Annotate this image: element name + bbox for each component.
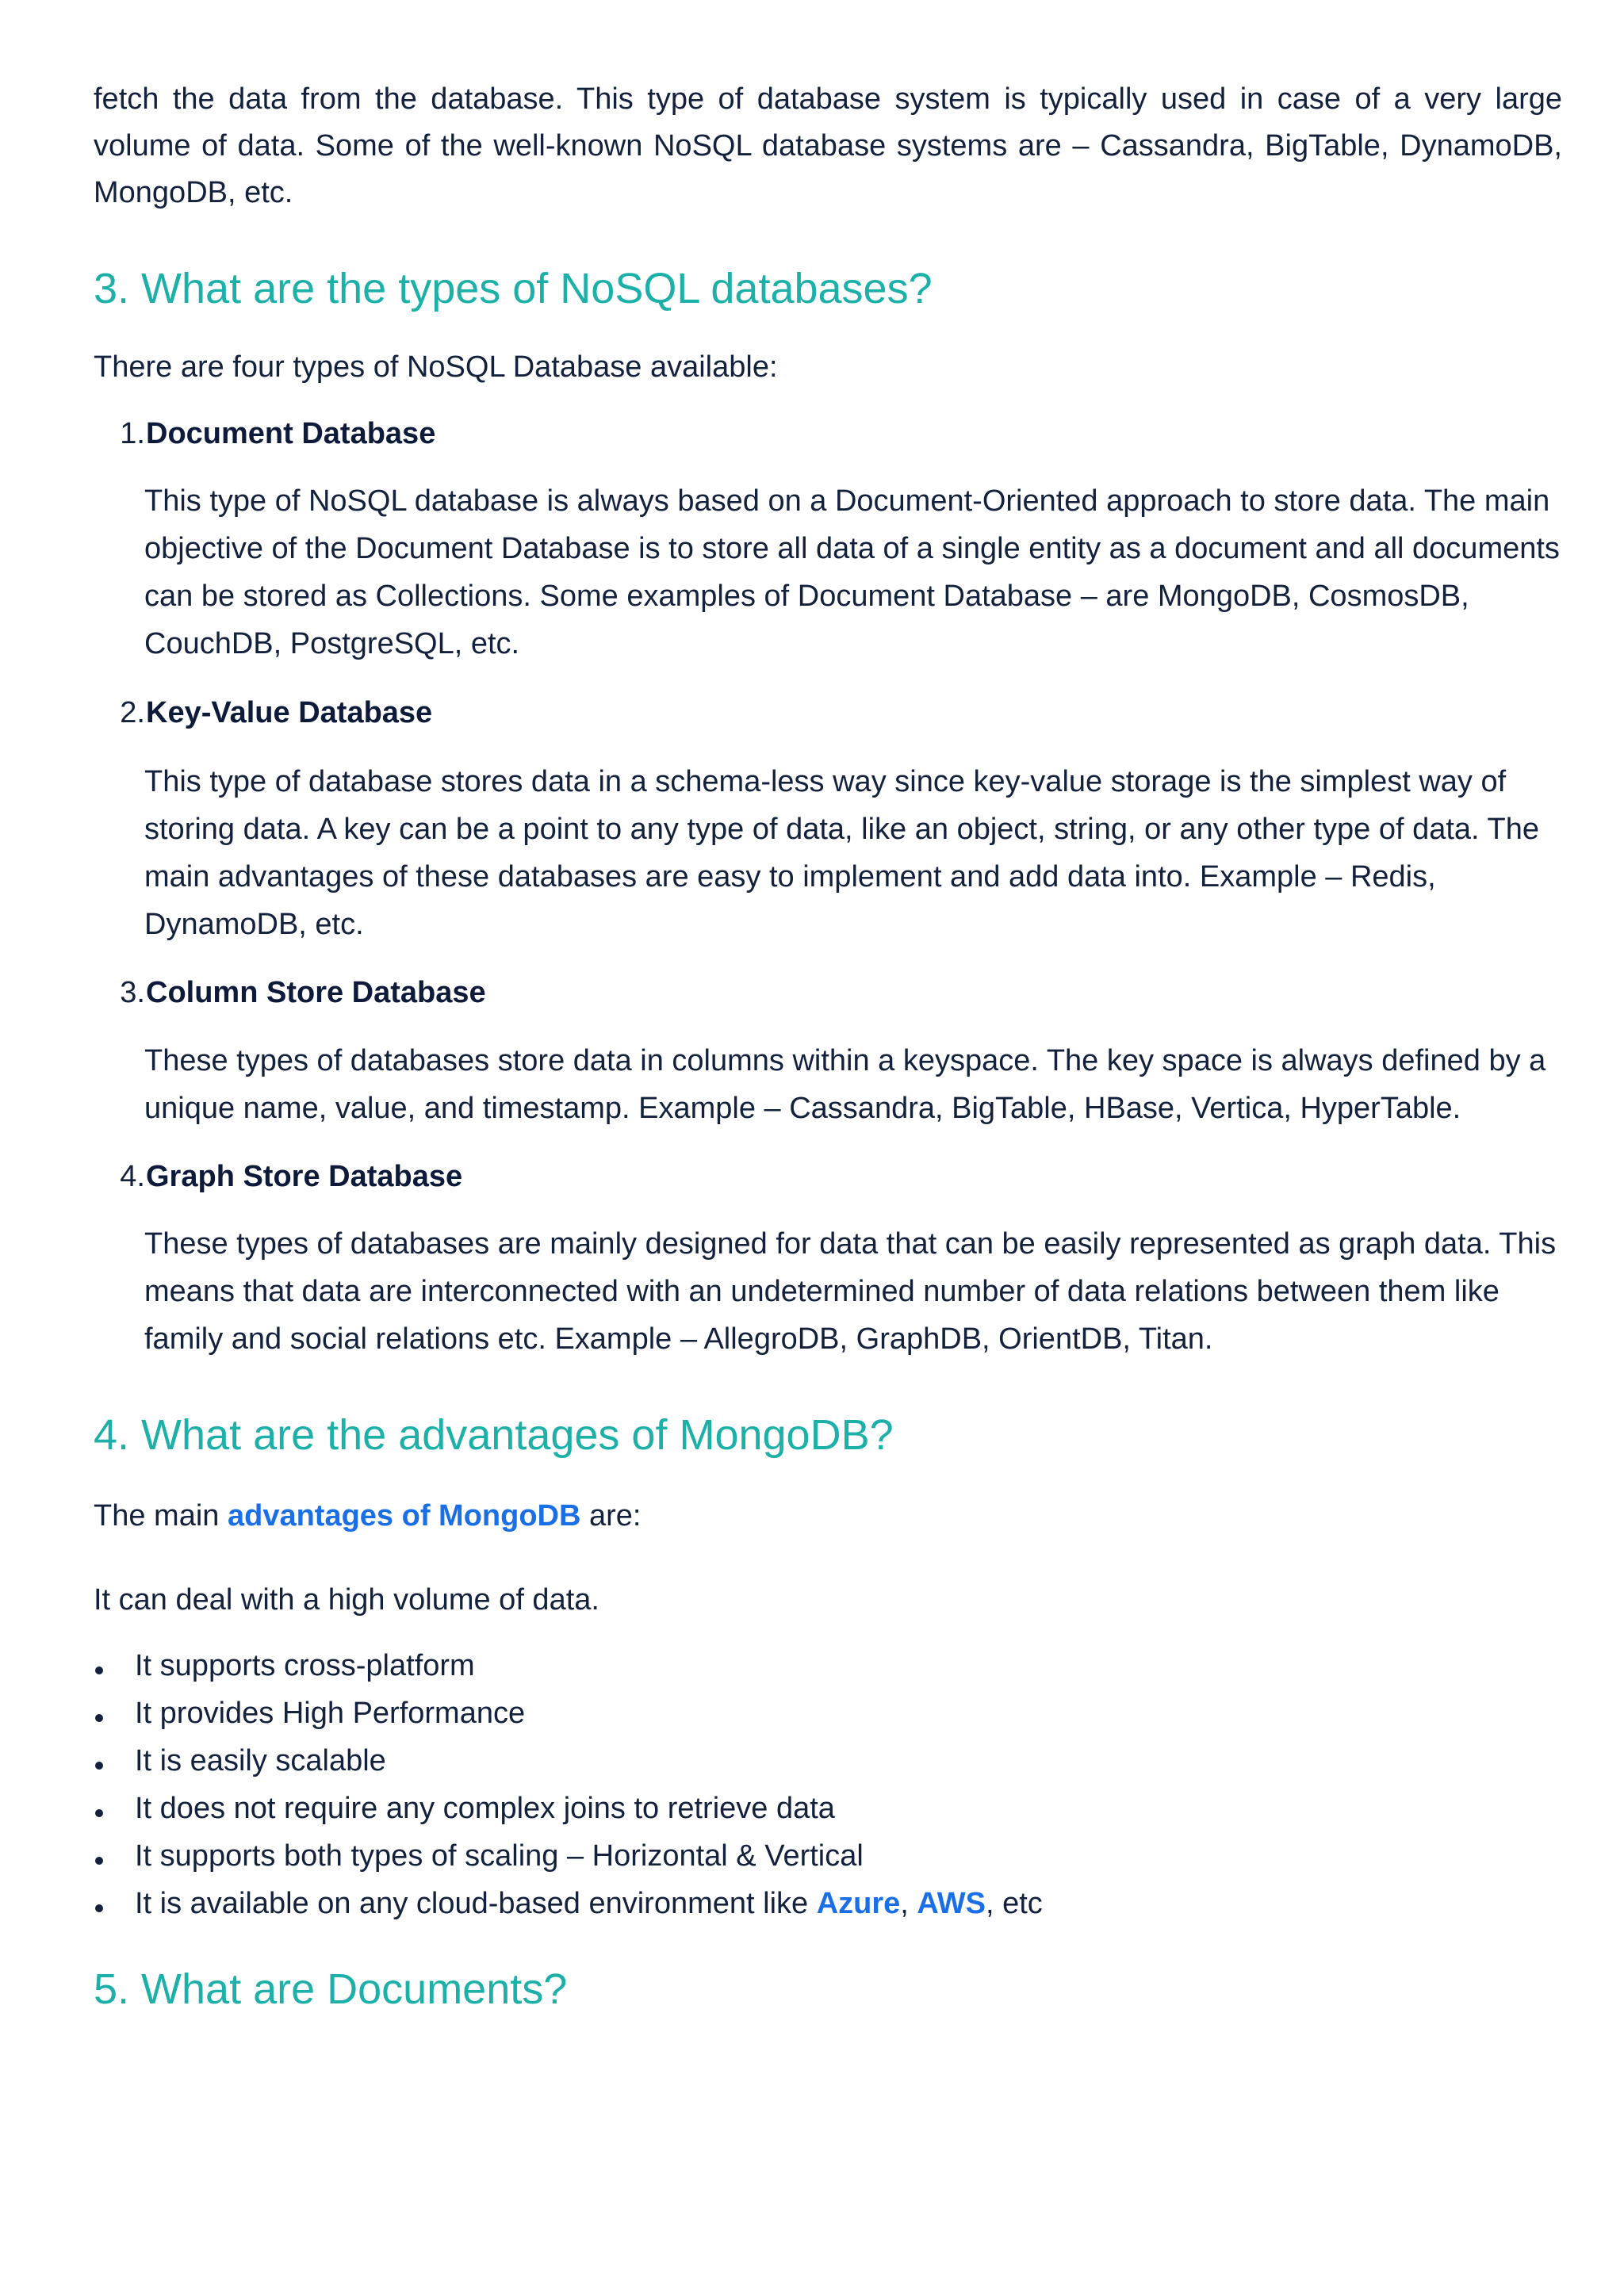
- cloud-prefix: It is available on any cloud-based environment like: [135, 1887, 817, 1920]
- list-item: [94, 1880, 1562, 1927]
- q4-lead-suffix: are:: [580, 1499, 642, 1533]
- bullet-icon: [95, 1904, 103, 1912]
- type-description: These types of databases are mainly designed for data that can be easily represented as graph data. This means that data are interconnected with an undetermined number of data relations between them like family and social relations etc. Example – AllegroDB, GraphDB, OrientDB, Titan.: [144, 1227, 1557, 1356]
- list-item: [94, 1785, 1562, 1832]
- type-name: Key-Value Database: [146, 696, 433, 729]
- cloud-separator: ,: [900, 1887, 917, 1920]
- bullet-icon: [95, 1857, 103, 1865]
- q4-heading: 4. What are the advantages of MongoDB?: [94, 1411, 894, 1459]
- q3-heading: 3. What are the types of NoSQL databases?: [94, 265, 933, 312]
- bullet-icon: [95, 1714, 103, 1722]
- document-page: [94, 76, 1562, 2015]
- type-title: [94, 411, 1562, 457]
- type-description: This type of NoSQL database is always based on a Document-Oriented approach to store data. The main objective of the Document Database is to store all data of a single entity as a document and all documents can be stored as Collections. Some examples of Document Database – are MongoDB, CosmosDB, CouchDB, PostgreSQL, etc.: [144, 484, 1560, 660]
- list-item-text: It provides High Performance: [135, 1697, 526, 1730]
- bullet-icon: [95, 1762, 103, 1770]
- list-item-text: It is easily scalable: [135, 1744, 386, 1777]
- type-title: [94, 690, 1562, 737]
- aws-link[interactable]: AWS: [917, 1887, 986, 1920]
- type-item-key-value: [94, 690, 1562, 948]
- q3-lead: There are four types of NoSQL Database available:: [94, 350, 778, 384]
- type-item-document: [94, 411, 1562, 668]
- type-name: Column Store Database: [146, 976, 486, 1009]
- type-number: 1.: [120, 417, 145, 450]
- list-item: [94, 1642, 1562, 1689]
- type-title: [94, 1154, 1562, 1200]
- q4-lead-prefix: The main: [94, 1499, 228, 1533]
- list-item-text: [135, 1880, 1043, 1927]
- type-title: [94, 970, 1562, 1016]
- list-item-text: It supports cross-platform: [135, 1649, 475, 1682]
- advantages-list: [94, 1642, 1562, 1927]
- nosql-types-list: [94, 411, 1562, 1363]
- azure-link[interactable]: Azure: [816, 1887, 901, 1920]
- list-item-text: It supports both types of scaling – Horizontal & Vertical: [135, 1839, 864, 1873]
- type-name: Graph Store Database: [146, 1160, 463, 1193]
- type-item-column-store: [94, 970, 1562, 1132]
- advantages-of-mongodb-link[interactable]: advantages of MongoDB: [227, 1499, 581, 1533]
- bullet-icon: [95, 1809, 103, 1817]
- type-number: 2.: [120, 696, 145, 729]
- q4-lead: [94, 1493, 1562, 1540]
- type-number: 3.: [120, 976, 145, 1009]
- type-description: This type of database stores data in a schema-less way since key-value storage is the simplest way of storing data. A key can be a point to any type of data, like an object, string, or any other type of data. The main advantages of these databases are easy to implement and add data into. Example – Redis, DynamoDB, etc.: [144, 765, 1539, 941]
- list-item: [94, 1832, 1562, 1880]
- intro-paragraph: fetch the data from the database. This type of database system is typically used in case of a very large volume of data. Some of the well-known NoSQL database systems are – Cassandra, BigTable, DynamoDB, MongoDB, etc.: [94, 82, 1562, 209]
- type-number: 4.: [120, 1160, 145, 1193]
- q4-first-point: It can deal with a high volume of data.: [94, 1583, 599, 1617]
- type-item-graph-store: [94, 1154, 1562, 1363]
- q5-heading: 5. What are Documents?: [94, 1965, 568, 2013]
- list-item: [94, 1689, 1562, 1737]
- type-name: Document Database: [146, 417, 436, 450]
- list-item-text: It does not require any complex joins to retrieve data: [135, 1792, 835, 1825]
- cloud-suffix: , etc: [985, 1887, 1043, 1920]
- bullet-icon: [95, 1667, 103, 1674]
- type-description: These types of databases store data in columns within a keyspace. The key space is always defined by a unique name, value, and timestamp. Example – Cassandra, BigTable, HBase, Vertica, HyperTable.: [144, 1044, 1546, 1125]
- list-item: [94, 1737, 1562, 1785]
